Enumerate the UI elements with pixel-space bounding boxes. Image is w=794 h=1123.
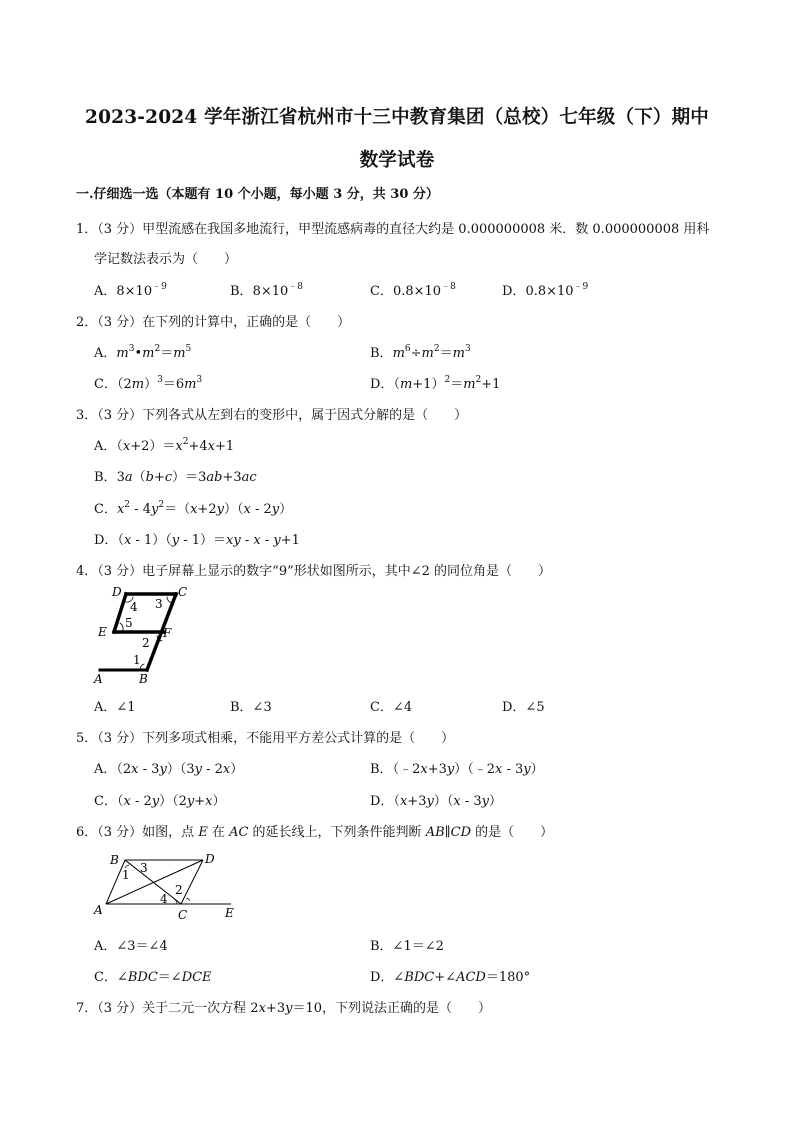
q6-seg-dc xyxy=(181,860,203,904)
q4-angle-1: 1 xyxy=(133,653,141,667)
q4-angle-2: 2 xyxy=(142,636,150,650)
q4-label-a: A xyxy=(94,672,103,686)
q6-seg-bc xyxy=(125,860,181,904)
question-5-stem: 5．（3 分）下列多项式相乘，不能用平方差公式计算的是（ ） xyxy=(76,731,455,746)
q4-option-a: A．∠1 xyxy=(94,700,136,715)
q4-angle-3: 3 xyxy=(155,597,163,611)
q6-seg-ad xyxy=(106,860,203,904)
q6-angle-1: 1 xyxy=(122,868,130,882)
question-2-stem: 2．（3 分）在下列的计算中，正确的是（ ） xyxy=(76,315,351,330)
question-1-stem-cont: 学记数法表示为（ ） xyxy=(94,252,238,267)
q4-angle-5: 5 xyxy=(125,616,133,630)
q3-option-d: D．（x - 1）（y - 1）＝xy - x - y+1 xyxy=(94,533,300,548)
q6-option-b: B．∠1＝∠2 xyxy=(370,939,444,954)
q4-option-c: C．∠4 xyxy=(370,700,413,715)
q6-option-c: C．∠BDC＝∠DCE xyxy=(94,970,212,985)
question-3-stem: 3．（3 分）下列各式从左到右的变形中，属于因式分解的是（ ） xyxy=(76,408,468,423)
q6-label-e: E xyxy=(225,906,234,920)
q1-option-c: C．$0.8\times 10^{﹣8}$ xyxy=(370,282,456,299)
q6-label-b: B xyxy=(110,853,119,867)
q3-option-c: C．$x^2 - 4y^2=(x+2y)(x - 2y)$ xyxy=(94,500,293,517)
q6-label-d: D xyxy=(205,852,215,866)
q6-option-a: A．∠3＝∠4 xyxy=(94,939,168,954)
q6-label-c: C xyxy=(178,908,188,922)
q5-option-d: D．（x+3y）（x - 3y） xyxy=(370,794,502,809)
q6-angle-4: 4 xyxy=(160,892,168,906)
q6-arc-2 xyxy=(186,898,190,901)
q6-arc-4 xyxy=(174,899,177,904)
q6-angle-2: 2 xyxy=(175,883,183,897)
q4-label-c: C xyxy=(178,585,188,599)
q2-option-c: C．$(2m)^3=6m^3$ xyxy=(94,375,203,392)
q5-option-c: C．（x - 2y）（2y+x） xyxy=(94,794,226,809)
q5-option-b: B．（﹣2x+3y）（﹣2x - 3y） xyxy=(370,762,544,777)
q4-option-d: D．∠5 xyxy=(502,700,545,715)
page-subtitle: 数学试卷 xyxy=(359,150,435,171)
q4-label-e: E xyxy=(98,625,107,639)
q1-option-a: A．$8\times 10^{﹣9}$ xyxy=(94,282,167,299)
section-heading: 一.仔细选一选（本题有 10 个小题，每小题 3 分，共 30 分） xyxy=(76,187,439,202)
q3-option-a: A．$(x+2)=x^2+4x+1$ xyxy=(94,437,235,454)
q6-option-d: D．∠BDC+∠ACD＝180° xyxy=(370,970,531,985)
question-7-stem: 7．（3 分）关于二元一次方程 2x+3y＝10，下列说法正确的是（ ） xyxy=(76,1001,491,1016)
question-1-stem: 1．（3 分）甲型流感在我国多地流行，甲型流感病毒的直径大约是 0.000000008 米．数 0.000000008 用科 xyxy=(76,222,710,237)
q4-label-f: F xyxy=(163,626,172,640)
q5-option-a: A．（2x - 3y）（3y - 2x） xyxy=(94,762,244,777)
q4-option-b: B．∠3 xyxy=(230,700,272,715)
question-6-stem: 6．（3 分）如图，点 E 在 AC 的延长线上，下列条件能判断 AB∥CD 的是（ ） xyxy=(76,825,554,840)
question-4-stem: 4．（3 分）电子屏幕上显示的数字“9”形状如图所示，其中∠2 的同位角是（ ） xyxy=(76,564,552,579)
q2-option-a: A．$m^3•m^2=m^5$ xyxy=(94,344,192,361)
q4-arc-5 xyxy=(120,623,123,630)
q6-angle-3: 3 xyxy=(140,861,148,875)
q6-figure xyxy=(92,850,242,922)
q3-option-b: B．3a（b+c）＝3ab+3ac xyxy=(94,470,257,485)
q1-option-d: D．$0.8\times 10^{﹣9}$ xyxy=(502,282,589,299)
q4-label-b: B xyxy=(139,672,148,686)
q4-angle-4: 4 xyxy=(130,600,138,614)
q2-option-b: B．$m^6\div m^2=m^3$ xyxy=(370,344,471,361)
q4-label-d: D xyxy=(112,585,122,599)
q6-label-a: A xyxy=(94,903,103,917)
q1-option-b: B．$8\times 10^{﹣8}$ xyxy=(230,282,304,299)
q2-option-d: D．$(m+1)^2=m^2+1$ xyxy=(370,375,501,392)
q4-figure-nine xyxy=(92,584,202,688)
page-title: 2023-2024 学年浙江省杭州市十三中教育集团（总校）七年级（下）期中 xyxy=(85,107,709,128)
